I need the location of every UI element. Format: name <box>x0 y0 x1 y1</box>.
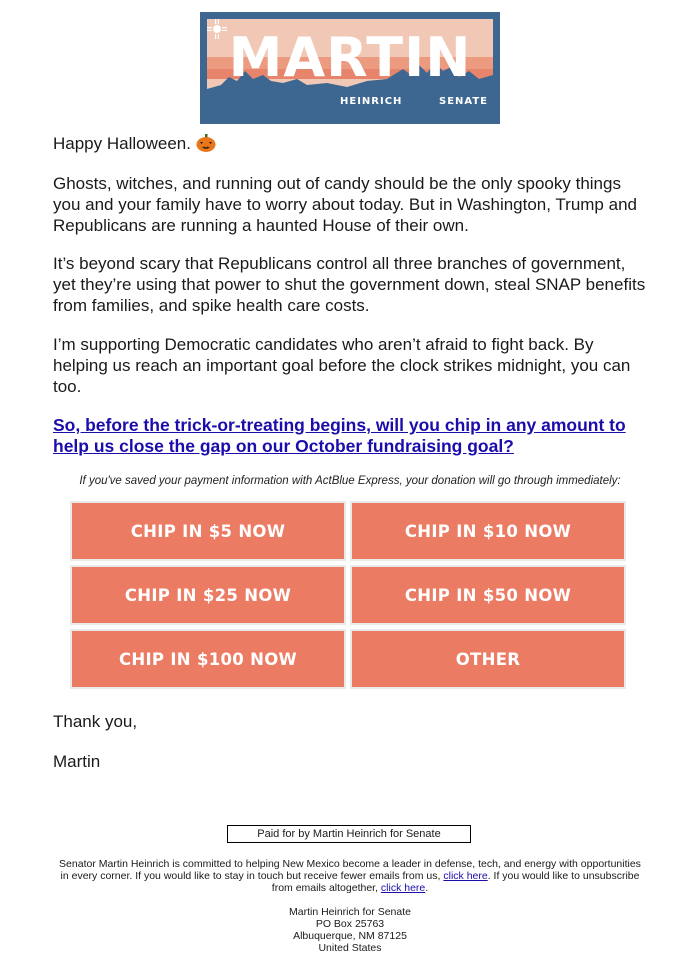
mailing-address <box>0 906 700 954</box>
pumpkin-icon <box>196 134 216 152</box>
zia-sun-icon <box>207 19 227 39</box>
address-line: Albuquerque, NM 87125 <box>293 930 407 942</box>
actblue-express-note: If you've saved your payment information with ActBlue Express, your donation will go through immediately: <box>79 475 621 487</box>
cta-donate-link[interactable]: So, before the trick-or-treating begins, will you chip in any amount to help us close the gap on our October fundraising goal? <box>53 415 626 456</box>
chip-in-100-button[interactable]: CHIP IN $100 NOW <box>70 629 346 689</box>
logo-subtitle-right: SENATE <box>439 96 489 107</box>
disclaimer-text: Senator Martin Heinrich is committed to helping New Mexico become a leader in defense, tech, and energy with opportunities in every corner. If you would like to stay in touch but receive fewer emails from us, <box>59 858 641 882</box>
paid-for-disclaimer-box: Paid for by Martin Heinrich for Senate <box>227 825 471 843</box>
body-paragraph: It’s beyond scary that Republicans control all three branches of government, yet they’re using that power to shut the government down, steal SNAP benefits from families, and spike health care costs. <box>53 254 646 315</box>
chip-in-50-button[interactable]: CHIP IN $50 NOW <box>350 565 626 625</box>
greeting <box>53 133 648 154</box>
body-paragraph: I’m supporting Democratic candidates who aren’t afraid to fight back. By helping us reach an important goal before the clock strikes midnight, you can too. <box>53 335 631 396</box>
fewer-emails-link[interactable]: click here <box>443 870 488 882</box>
greeting-text: Happy Halloween. <box>53 134 191 153</box>
body-paragraph: Ghosts, witches, and running out of candy should be the only spooky things you and your family have to worry about today. But in Washington, Trump and Republicans are running a haunted House of their own. <box>53 174 637 235</box>
address-line: Martin Heinrich for Senate <box>289 906 411 918</box>
unsubscribe-link[interactable]: click here <box>380 882 426 894</box>
closing-line: Thank you, <box>53 712 138 731</box>
chip-in-25-button[interactable]: CHIP IN $25 NOW <box>70 565 346 625</box>
campaign-logo <box>200 12 500 124</box>
donation-button-grid <box>70 501 630 692</box>
logo-subtitle-left: HEINRICH <box>340 96 403 107</box>
signature: Martin <box>53 752 101 771</box>
chip-in-10-button[interactable]: CHIP IN $10 NOW <box>350 501 626 561</box>
logo-background <box>207 19 493 117</box>
logo-title: MARTIN <box>228 26 472 89</box>
other-amount-button[interactable]: OTHER <box>350 629 626 689</box>
footer-disclaimer <box>55 858 645 894</box>
disclaimer-text: . If you would like to unsubscribe from emails altogether, <box>271 870 640 894</box>
address-line: United States <box>318 942 382 954</box>
disclaimer-text: . <box>425 882 429 894</box>
address-line: PO Box 25763 <box>315 918 385 930</box>
chip-in-5-button[interactable]: CHIP IN $5 NOW <box>70 501 346 561</box>
cta-paragraph <box>53 415 648 457</box>
